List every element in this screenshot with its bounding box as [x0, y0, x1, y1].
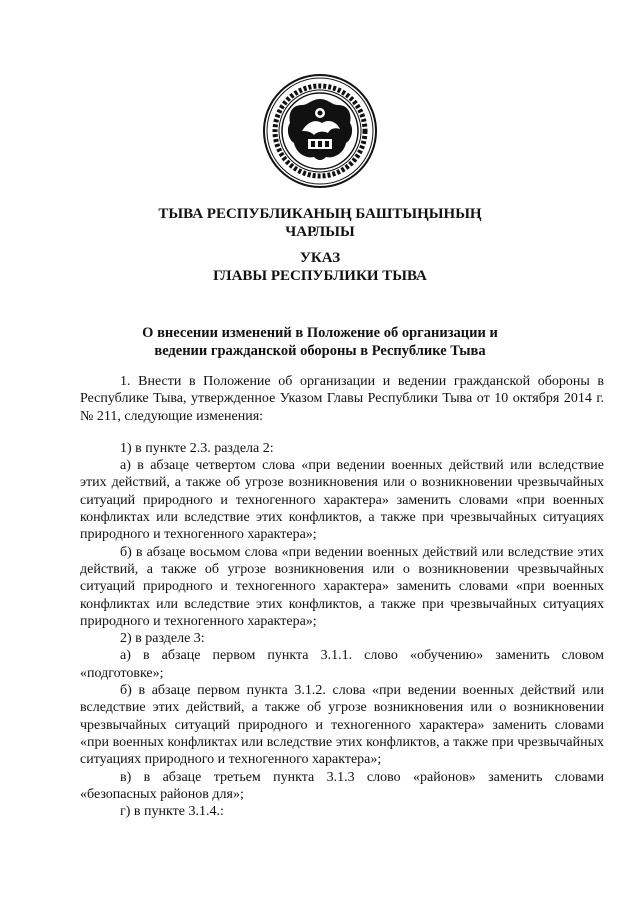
paragraph-5: 2) в разделе 3: [120, 631, 205, 647]
paragraph-2: 1) в пункте 2.3. раздела 2: [120, 440, 274, 456]
decree-issuer: ГЛАВЫ РЕСПУБЛИКИ ТЫВА [213, 268, 427, 284]
decree-title [40, 249, 600, 285]
subject-line-1: О внесении изменений в Положение об организации и [142, 325, 498, 341]
decree-type: УКАЗ [299, 250, 341, 266]
decree-body [80, 373, 604, 820]
paragraph-4: б) в абзаце восьмом слова «при ведении военных действий или вследствие этих действий, а также об угрозе возникновения или о возникновении чрезвычайных ситуаций природного и техногенного характера» заменить словами «при военных конфликтах или вследствие этих конфликтов, а также при чрезвычайных ситуациях природного и техногенного характера»; [80, 544, 604, 629]
paragraph-1: 1. Внести в Положение об организации и ведении гражданской обороны в Республике Тыва, утвержденное Указом Главы Республики Тыва от 10 октября 2014 г. № 211, следующие изменения: [80, 374, 604, 424]
decree-subject [40, 324, 600, 360]
paragraph-8: в) в абзаце третьем пункта 3.1.3 слово «районов» заменить словами «безопасных районов для»; [80, 769, 604, 802]
paragraph-6: а) в абзаце первом пункта 3.1.1. слово «обучению» заменить словом «подготовке»; [80, 648, 604, 681]
title-line-1: ТЫВА РЕСПУБЛИКАНЫҢ БАШТЫҢЫНЫҢ [158, 206, 482, 222]
paragraph-7: б) в абзаце первом пункта 3.1.2. слова «при ведении военных действий или вследствие этих действий, а также об угрозе возникновения или о возникновении чрезвычайных ситуаций природного и техногенного характера» заменить словами «при военных конфликтах или вследствие этих конфликтов, а также при чрезвычайных ситуациях природного и техногенного характера»; [80, 683, 604, 768]
paragraph-9: г) в пункте 3.1.4.: [120, 804, 224, 820]
subject-line-2: ведении гражданской обороны в Республике Тыва [154, 343, 486, 359]
paragraph-3: а) в абзаце четвертом слова «при ведении военных действий или вследствие этих действий, а также об угрозе возникновения или о возникновении чрезвычайных ситуаций природного и техногенного характера» заменить словами «при военных конфликтах или вследствие этих конфликтов, а также при чрезвычайных ситуациях природного и техногенного характера»; [80, 458, 604, 543]
title-line-2: ЧАРЛЫЫ [285, 224, 355, 240]
tuva-emblem-icon [262, 73, 378, 189]
republic-title [40, 205, 600, 241]
